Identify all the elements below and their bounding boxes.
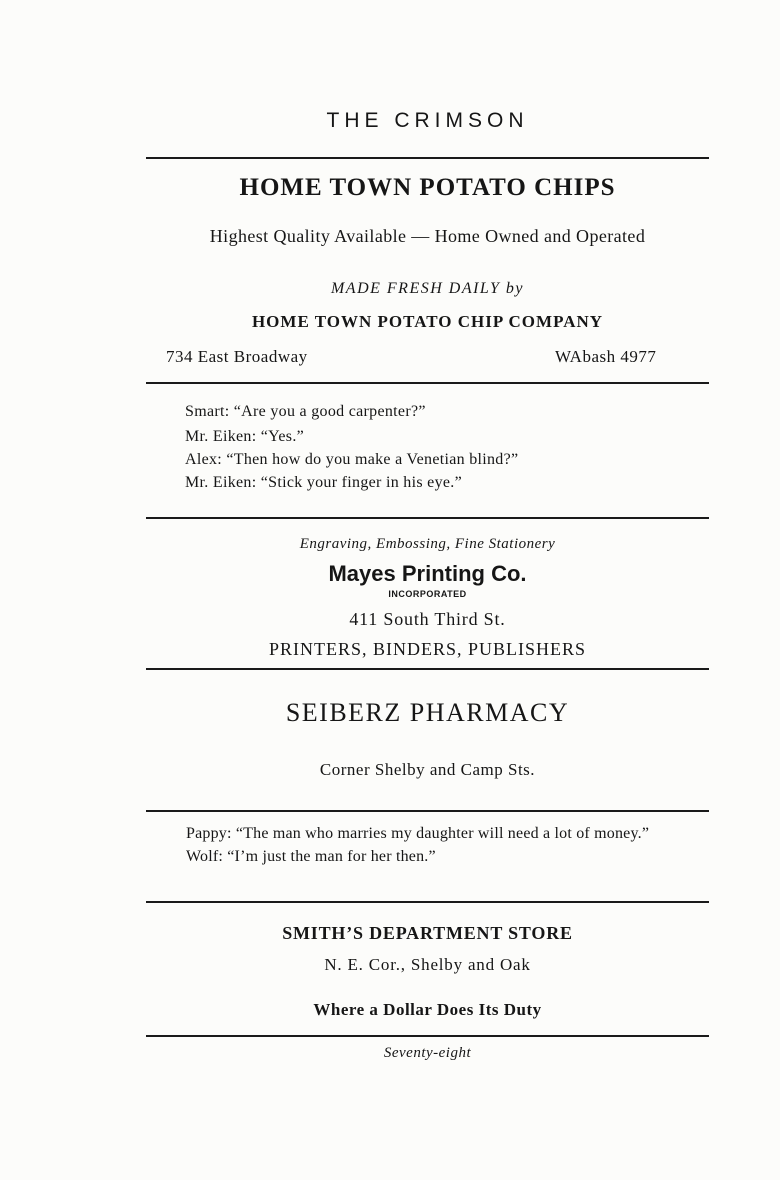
ad-services: PRINTERS, BINDERS, PUBLISHERS: [268, 639, 587, 659]
page-header-title: THE CRIMSON: [326, 109, 529, 132]
divider: [146, 668, 709, 670]
joke-line: Wolf: “I’m just the man for her then.”: [186, 848, 436, 865]
ad-company-name: Mayes Printing Co.: [328, 561, 527, 586]
joke-line: Smart: “Are you a good carpenter?”: [185, 403, 426, 420]
ad-tagline: Engraving, Embossing, Fine Stationery: [299, 536, 556, 552]
joke-line: Pappy: “The man who marries my daughter will need a lot of money.”: [186, 825, 650, 842]
joke-line: Mr. Eiken: “Yes.”: [185, 428, 305, 445]
divider: [146, 157, 709, 159]
page-number: Seventy-eight: [383, 1045, 472, 1061]
divider: [146, 810, 709, 812]
ad-company-name: SMITH’S DEPARTMENT STORE: [282, 923, 573, 943]
divider: [146, 517, 709, 519]
divider: [146, 1035, 709, 1037]
ad-made-by: MADE FRESH DAILY by: [330, 280, 525, 297]
ad-address: N. E. Cor., Shelby and Oak: [324, 955, 531, 974]
ad-company-name: HOME TOWN POTATO CHIP COMPANY: [251, 312, 604, 331]
ad-address: 734 East Broadway: [166, 347, 308, 366]
divider: [146, 382, 709, 384]
ad-phone: WAbash 4977: [555, 347, 657, 366]
ad-company-name: SEIBERZ PHARMACY: [285, 698, 570, 727]
ad-title: HOME TOWN POTATO CHIPS: [239, 174, 616, 201]
divider: [146, 901, 709, 903]
ad-incorporated-label: INCORPORATED: [388, 589, 467, 599]
ad-address: 411 South Third St.: [349, 609, 506, 629]
ad-address: Corner Shelby and Camp Sts.: [319, 760, 536, 779]
joke-line: Mr. Eiken: “Stick your finger in his eye.”: [185, 474, 462, 491]
joke-line: Alex: “Then how do you make a Venetian blind?”: [185, 451, 519, 468]
ad-tagline: Highest Quality Available — Home Owned and Operated: [209, 226, 646, 246]
joke-daughter: [146, 822, 710, 868]
ad-slogan: Where a Dollar Does Its Duty: [313, 1000, 542, 1019]
